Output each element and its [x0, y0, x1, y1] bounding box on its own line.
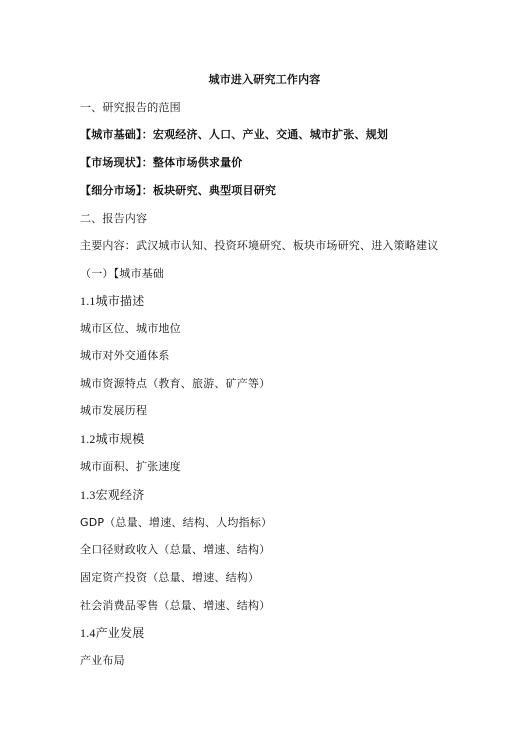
scope-item-city-basics: 【城市基础】：宏观经济、人口、产业、交通、城市扩张、规划: [80, 128, 389, 141]
list-item: 固定资产投资（总量、增速、结构）: [80, 571, 260, 584]
scope-item-market-status: 【市场现状】：整体市场供求量价: [80, 156, 243, 169]
heading-1-2: 1.2城市规模: [80, 432, 145, 446]
list-item: 城市面积、扩张速度: [80, 460, 181, 473]
list-item: 城市对外交通体系: [80, 349, 170, 362]
section-heading-scope: 一、研究报告的范围: [80, 101, 181, 114]
document-title: 城市进入研究工作内容: [208, 73, 321, 86]
section-heading-content: 二、报告内容: [80, 212, 148, 225]
list-item: 城市区位、城市地位: [80, 322, 181, 335]
heading-1-1: 1.1城市描述: [80, 294, 145, 308]
heading-1-4: 1.4产业发展: [80, 626, 145, 640]
list-item: 城市资源特点（教育、旅游、矿产等）: [80, 377, 271, 390]
subsection-heading-city-basics: （一）【城市基础: [80, 267, 165, 280]
heading-1-3: 1.3宏观经济: [80, 488, 145, 502]
list-item: 社会消费品零售（总量、增速、结构）: [80, 599, 271, 612]
list-item: GDP（总量、增速、结构、人均指标）: [80, 516, 273, 529]
list-item: 产业布局: [80, 654, 125, 667]
scope-item-segment-market: 【细分市场】：板块研究、典型项目研究: [80, 184, 277, 197]
list-item: 全口径财政收入（总量、增速、结构）: [80, 543, 271, 556]
list-item: 城市发展历程: [80, 404, 148, 417]
main-content-line: 主要内容：武汉城市认知、投资环境研究、板块市场研究、进入策略建议: [80, 239, 439, 252]
